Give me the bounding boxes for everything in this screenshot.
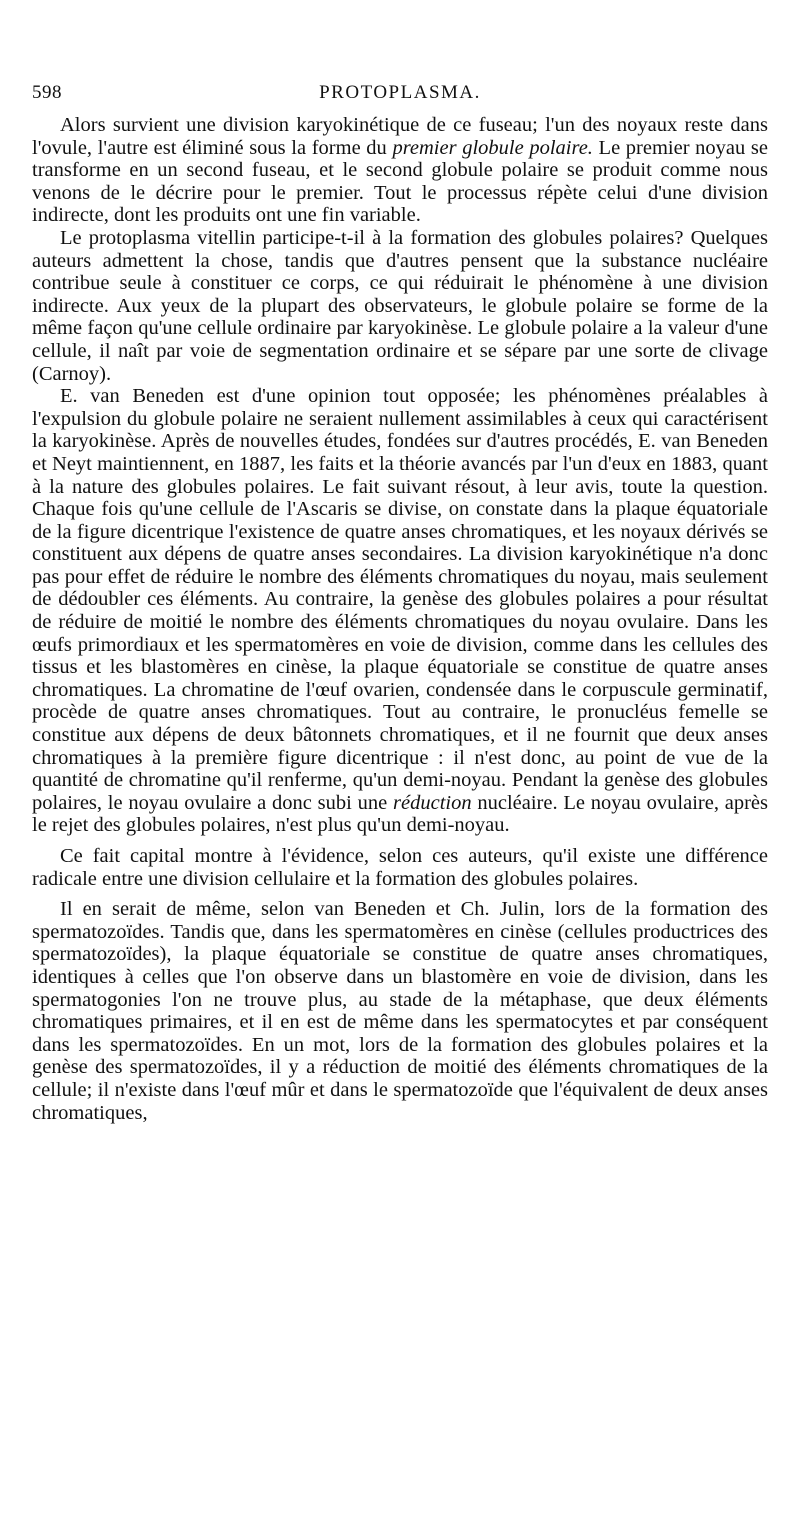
paragraph-3-text-a: E. van Beneden est d'une opinion tout opposée; les phénomènes préalables à l'expulsion du globule polaire ne seraient nullement assimilables à ceux qui caractérisent la karyokinèse. Après de nouvelles études, fondées sur d'autres procédés, E. van Beneden et Neyt maintiennent, en 1887, les faits et la théorie avancés par l'un d'eux en 1883, quant à la nature des globules polaires. Le fait suivant résout, à leur avis, toute la question. Chaque fois qu'une cellule de l'Ascaris se divise, on constate dans la plaque équatoriale de la figure dicentrique l'existence de quatre anses chromatiques, et les noyaux dérivés se constituent aux dépens de quatre anses secondaires. La division karyokinétique n'a donc pas pour effet de réduire le nombre des éléments chromatiques du noyau, mais seulement de dédoubler ces éléments. Au contraire, la genèse des globules polaires a pour résultat de réduire de moitié le nombre des éléments chromatiques du noyau ovulaire. Dans les œufs primordiaux et les spermatomères en voie de division, comme dans les cellules des tissus et les blastomères en cinèse, la plaque équatoriale se constitue de quatre anses chromatiques. La chromatine de l'œuf ovarien, condensée dans le corpuscule germinatif, procède de quatre anses chromatiques. Tout au contraire, le pronucléus femelle se constitue aux dépens de deux bâtonnets chromatiques, et il ne fournit que deux anses chromatiques à la première figure dicentrique : il n'est donc, au point de vue de la quantité de chromatine qu'il renferme, qu'un demi-noyau. Pendant la genèse des globules polaires, le noyau ovulaire a donc subi une xyxy=(32,385,768,814)
page-number: 598 xyxy=(32,82,62,103)
paragraph-1-italic: premier globule polaire. xyxy=(392,136,593,159)
paragraph-3-italic: réduction xyxy=(393,791,472,814)
page-header xyxy=(32,74,768,114)
paragraph-5: Il en serait de même, selon van Beneden et Ch. Julin, lors de la formation des spermatozoïdes. Tandis que, dans les spermatomères en cinèse (cellules productrices des spermatozoïdes), la plaque équatoriale se constitue de quatre anses chromatiques, identiques à celles que l'on observe dans un blastomère en voie de division, dans les spermatogonies l'on ne trouve plus, au stade de la métaphase, que deux éléments chromatiques primaires, et il en est de même dans les spermatocytes et par conséquent dans les spermatozoïdes. En un mot, lors de la formation des globules polaires et la genèse des spermatozoïdes, il y a réduction de moitié des éléments chromatiques de la cellule; il n'existe dans l'œuf mûr et dans le spermatozoïde que l'équivalent de deux anses chromatiques, xyxy=(32,898,768,1124)
paragraph-2: Le protoplasma vitellin participe-t-il à la formation des globules polaires? Quelques auteurs admettent la chose, tandis que d'autres pensent que la substance nucléaire contribue seule à constituer ce corps, ce qui réduirait le phénomène à une division indirecte. Aux yeux de la plupart des observateurs, le globule polaire se forme de la même façon qu'une cellule ordinaire par karyokinèse. Le globule polaire a la valeur d'une cellule, il naît par voie de segmentation ordinaire et se sépare par une sorte de clivage (Carnoy). xyxy=(32,226,768,385)
paragraph-1-text-a: Alors survient une division karyokinétique de ce fuseau; l'un des noyaux reste dans l'ovule, l'autre est éliminé sous la forme du xyxy=(32,114,768,159)
paragraph-4: Ce fait capital montre à l'évidence, selon ces auteurs, qu'il existe une différence radicale entre une division cellulaire et la formation des globules polaires. xyxy=(32,845,768,890)
paragraph-1 xyxy=(32,114,768,227)
paragraph-3-text-b: nucléaire. Le noyau ovulaire, après le rejet des globules polaires, n'est plus qu'un demi-noyau. xyxy=(32,791,768,837)
book-page xyxy=(32,74,768,1124)
paragraph-3 xyxy=(32,385,768,837)
body-text xyxy=(32,114,768,1124)
running-title: PROTOPLASMA. xyxy=(319,82,481,103)
paragraph-1-text-b: Le premier noyau se transforme en un second fuseau, et le second globule polaire se produit comme nous venons de le décrire pour le premier. Tout le processus répète celui d'une division indirecte, dont les produits ont une fin variable. xyxy=(32,136,768,227)
